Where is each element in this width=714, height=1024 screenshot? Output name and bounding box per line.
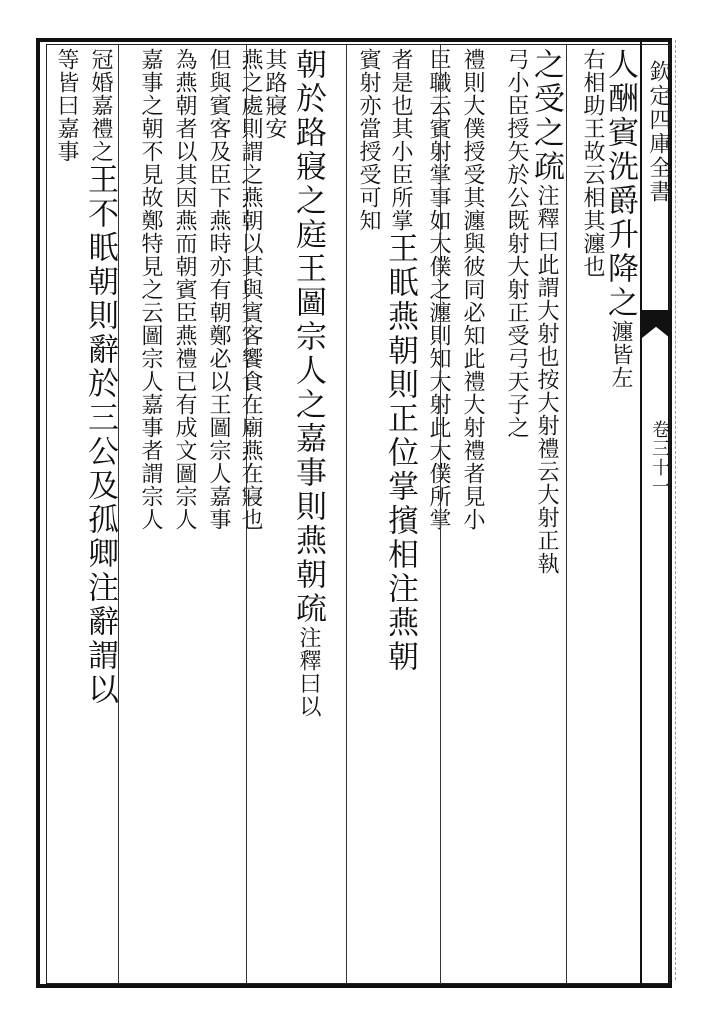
column-rule	[440, 44, 441, 984]
commentary-text: 注釋曰此謂大射也按大射禮云大射正執	[534, 184, 559, 575]
text-column	[168, 48, 200, 531]
main-text: 王不眂朝則辭於三公及孤卿注辭謂以	[82, 163, 118, 707]
column-rule	[566, 44, 567, 984]
volume-number: 卷三十一	[649, 420, 670, 496]
page-edge	[675, 40, 678, 980]
text-column	[456, 48, 488, 531]
commentary-text: 等皆曰嘉事	[54, 48, 79, 163]
commentary-text: 臣職云賓射掌事如大僕之瀍則知大射此大僕所掌	[426, 48, 451, 531]
text-column	[500, 48, 532, 439]
text-column	[422, 48, 454, 531]
text-column	[202, 48, 234, 531]
book-title: 欽定四庫全書	[646, 60, 671, 204]
text-column	[352, 48, 384, 232]
commentary-text: 禮則大僕授受其瀍與彼同必知此禮大射禮者見小	[460, 48, 485, 531]
column-rule	[346, 44, 347, 984]
text-column	[530, 48, 562, 575]
text-column	[604, 48, 636, 389]
commentary-text: 其路寢安	[262, 48, 287, 140]
text-column	[50, 48, 82, 163]
commentary-text: 賓射亦當授受可知	[356, 48, 381, 232]
commentary-text: 冠婚嘉禮之	[88, 48, 113, 163]
main-text: 人酬賓洗爵升降之	[602, 48, 638, 320]
commentary-text: 但與賓客及臣下燕時亦有朝鄭必以王圖宗人嘉事	[206, 48, 231, 531]
text-column	[384, 48, 416, 674]
commentary-text: 注釋曰以	[296, 626, 321, 718]
text-column	[84, 48, 116, 707]
column-rule	[118, 44, 119, 984]
main-text: 朝於路寢之庭王圖宗人之嘉事則燕朝疏	[290, 48, 326, 626]
commentary-text: 弓小臣授矢於公既射大射正受弓天子之	[504, 48, 529, 439]
main-text: 王眂燕朝則正位掌擯相注燕朝	[382, 232, 418, 674]
commentary-text: 燕之處則謂之燕朝以其與賓客饗食在廟燕在寢也	[238, 48, 263, 531]
text-column	[134, 48, 166, 531]
commentary-text: 為燕朝者以其因燕而朝賓臣燕禮已有成文圖宗人	[172, 48, 197, 531]
text-column	[234, 48, 266, 531]
commentary-text: 右相助王故云相其瀍也	[580, 48, 605, 278]
text-column	[292, 48, 324, 718]
commentary-text: 嘉事之朝不見故鄭特見之云圖宗人嘉事者謂宗人	[138, 48, 163, 531]
column-rule	[246, 44, 247, 984]
commentary-text: 瀍皆左	[608, 320, 633, 389]
main-text: 之受之疏	[528, 48, 564, 184]
commentary-text: 者是也其小臣所掌	[388, 48, 413, 232]
text-column	[576, 48, 608, 278]
